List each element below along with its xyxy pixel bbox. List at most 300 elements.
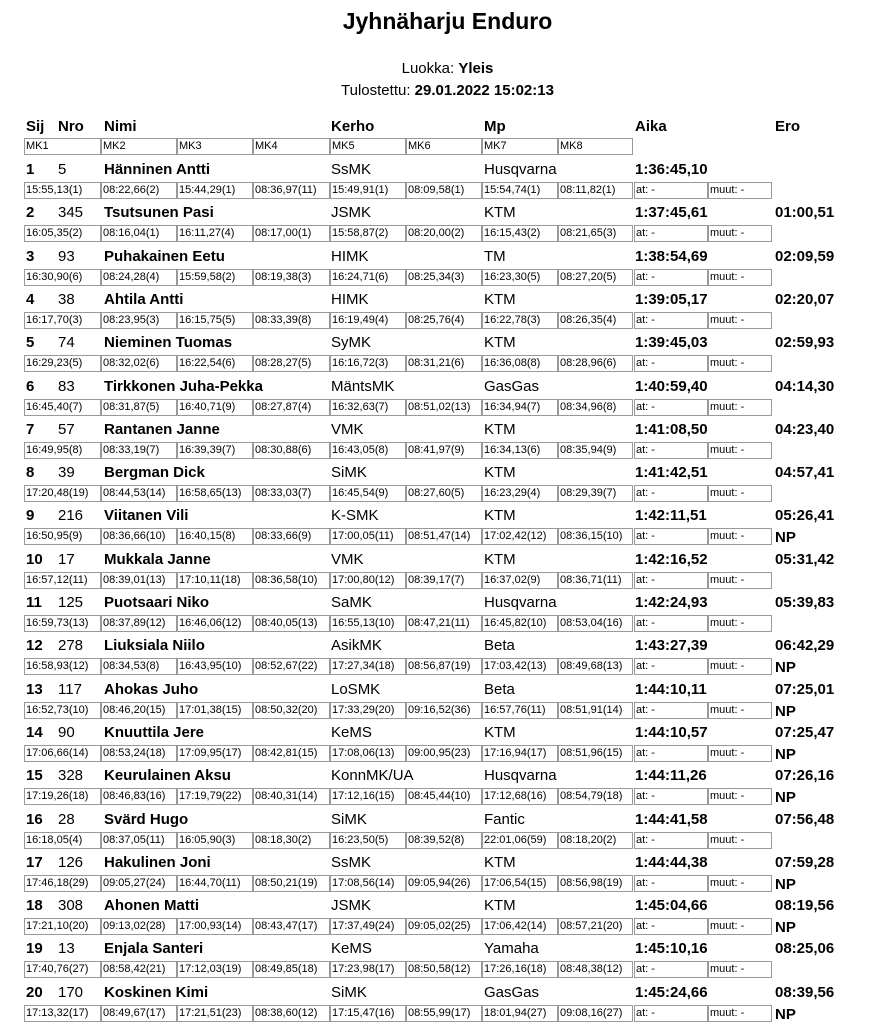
- stage-time-cell: 08:51,91(14): [558, 702, 633, 719]
- club: AsikMK: [331, 637, 382, 655]
- club: SaMK: [331, 594, 372, 611]
- printed-label: Tulostettu:: [341, 82, 411, 99]
- motorcycle: Husqvarna: [484, 767, 557, 785]
- muut-cell: muut: -: [708, 875, 772, 892]
- stage-time-cell: 15:58,87(2): [330, 225, 406, 242]
- stage-time-cell: 17:03,42(13): [482, 658, 558, 675]
- stage-time-cell: 08:45,44(10): [406, 788, 482, 805]
- rider-name: Puotsaari Niko: [104, 594, 210, 611]
- bib-number: 170: [58, 983, 84, 1001]
- time-gap: 08:39,56: [775, 983, 835, 1001]
- position: 4: [26, 290, 35, 308]
- time-gap: 04:23,40: [775, 420, 835, 438]
- bib-number: 216: [58, 507, 84, 525]
- total-time: 1:37:45,61: [635, 204, 708, 222]
- muut-cell: muut: -: [708, 485, 772, 502]
- stage-time-cell: 08:43,47(17): [253, 918, 330, 935]
- position: 16: [26, 810, 43, 828]
- stage-time-cell: 08:51,02(13): [406, 399, 482, 416]
- muut-cell: muut: -: [708, 702, 772, 719]
- stage-time-cell: 09:13,02(28): [101, 918, 177, 935]
- np-flag: NP: [775, 919, 796, 937]
- stage-time-cell: 15:44,29(1): [177, 182, 253, 199]
- muut-cell: muut: -: [708, 615, 772, 632]
- total-time: 1:39:45,03: [635, 334, 708, 352]
- stage-time-cell: 08:49,67(17): [101, 1005, 177, 1022]
- club: KonnMK/UA: [331, 767, 414, 785]
- stage-time-cell: 08:56,87(19): [406, 658, 482, 675]
- stage-time-cell: 08:51,47(14): [406, 528, 482, 545]
- stage-time-cell: 08:39,17(7): [406, 572, 482, 589]
- stage-time-cell: 16:45,82(10): [482, 615, 558, 632]
- rider-name: Nieminen Tuomas: [104, 334, 233, 352]
- rider-name: Knuuttila Jere: [104, 723, 205, 741]
- stage-time-cell: 16:34,13(6): [482, 442, 558, 459]
- stage-time-cell: 16:34,94(7): [482, 399, 558, 416]
- stage-time-cell: 08:35,94(9): [558, 442, 633, 459]
- stage-time-cell: 08:20,00(2): [406, 225, 482, 242]
- muut-cell: muut: -: [708, 745, 772, 762]
- rider-name: Hänninen Antti: [104, 161, 211, 178]
- time-gap: 07:25,01: [775, 680, 835, 698]
- stage-time-cell: 08:36,58(10): [253, 572, 330, 589]
- page-title: Jyhnäharju Enduro: [342, 8, 553, 34]
- position: 20: [26, 983, 43, 1001]
- total-time: 1:44:41,58: [635, 810, 708, 828]
- at-cell: at: -: [634, 355, 708, 372]
- position: 17: [26, 853, 43, 871]
- stage-time-cell: 08:47,21(11): [406, 615, 482, 632]
- position: 18: [26, 897, 43, 915]
- stage-time-cell: 09:16,52(36): [406, 702, 482, 719]
- np-flag: NP: [775, 702, 796, 720]
- time-gap: 02:09,59: [775, 247, 835, 265]
- club: K-SMK: [331, 507, 379, 525]
- bib-number: 117: [58, 680, 82, 698]
- stage-time-cell: 16:43,95(10): [177, 658, 253, 675]
- club: HIMK: [331, 290, 369, 308]
- total-time: 1:45:04,66: [635, 897, 708, 915]
- printed-value: 29.01.2022 15:02:13: [414, 82, 554, 99]
- np-flag: NP: [775, 875, 796, 893]
- class-label: Luokka:: [401, 60, 455, 77]
- stage-time-cell: 08:11,82(1): [558, 182, 633, 199]
- np-flag: NP: [775, 529, 796, 547]
- at-cell: at: -: [634, 528, 708, 545]
- header-mp: Mp: [484, 118, 506, 135]
- total-time: 1:42:24,93: [635, 594, 708, 611]
- header-ero: Ero: [775, 118, 801, 135]
- result-row: [0, 593, 895, 637]
- bib-number: 38: [58, 290, 75, 308]
- motorcycle: TM: [484, 247, 506, 265]
- rider-name: Ahonen Matti: [104, 897, 199, 915]
- stage-time-cell: 17:46,18(29): [24, 875, 101, 892]
- stage-time-cell: 17:40,76(27): [24, 961, 101, 978]
- result-row: [0, 766, 895, 810]
- stage-time-cell: 17:02,42(12): [482, 528, 558, 545]
- stage-time-cell: 17:13,32(17): [24, 1005, 101, 1022]
- result-row: [0, 939, 895, 983]
- stage-time-cell: 08:36,71(11): [558, 572, 633, 589]
- total-time: 1:45:10,16: [635, 940, 708, 958]
- stage-time-cell: 17:12,16(15): [330, 788, 406, 805]
- rider-name: Enjala Santeri: [104, 940, 204, 958]
- stage-time-cell: 08:37,05(11): [101, 832, 177, 849]
- at-cell: at: -: [634, 658, 708, 675]
- muut-cell: muut: -: [708, 1005, 772, 1022]
- stage-time-cell: 17:15,47(16): [330, 1005, 406, 1022]
- stage-time-cell: 17:09,95(17): [177, 745, 253, 762]
- at-cell: at: -: [634, 225, 708, 242]
- stage-time-cell: 08:33,39(8): [253, 312, 330, 329]
- bib-number: 17: [58, 550, 75, 568]
- club: VMK: [331, 550, 364, 568]
- bib-number: 90: [58, 723, 75, 741]
- position: 2: [26, 204, 35, 222]
- stage-header-cell: MK4: [253, 138, 330, 155]
- bib-number: 13: [58, 940, 75, 958]
- total-time: 1:39:05,17: [635, 290, 708, 308]
- stage-time-cell: 09:05,27(24): [101, 875, 177, 892]
- result-row: [0, 247, 895, 291]
- stage-time-cell: 16:05,90(3): [177, 832, 253, 849]
- motorcycle: KTM: [484, 204, 516, 222]
- stage-time-cell: 08:17,00(1): [253, 225, 330, 242]
- stage-time-cell: 16:39,39(7): [177, 442, 253, 459]
- stage-time-cell: 08:27,20(5): [558, 269, 633, 286]
- at-cell: at: -: [634, 182, 708, 199]
- header-aika: Aika: [635, 118, 667, 135]
- bib-number: 278: [58, 637, 84, 655]
- at-cell: at: -: [634, 615, 708, 632]
- stage-time-cell: 16:40,15(8): [177, 528, 253, 545]
- stage-time-cell: 08:23,95(3): [101, 312, 177, 329]
- stage-time-cell: 17:27,34(18): [330, 658, 406, 675]
- position: 8: [26, 464, 35, 482]
- stage-time-cell: 08:49,68(13): [558, 658, 633, 675]
- stage-time-cell: 17:12,03(19): [177, 961, 253, 978]
- motorcycle: KTM: [484, 507, 516, 525]
- motorcycle: KTM: [484, 290, 516, 308]
- bib-number: 345: [58, 204, 84, 222]
- header-kerho: Kerho: [331, 118, 375, 135]
- club: SiMK: [331, 810, 367, 828]
- total-time: 1:41:42,51: [635, 464, 708, 482]
- bib-number: 74: [58, 334, 75, 352]
- stage-time-cell: 08:48,38(12): [558, 961, 633, 978]
- stage-time-cell: 16:50,95(9): [24, 528, 101, 545]
- rider-name: Viitanen Vili: [104, 507, 189, 525]
- stage-time-cell: 15:49,91(1): [330, 182, 406, 199]
- stage-time-cell: 08:42,81(15): [253, 745, 330, 762]
- stage-time-cell: 08:25,34(3): [406, 269, 482, 286]
- stage-time-cell: 08:33,66(9): [253, 528, 330, 545]
- stage-time-cell: 17:19,26(18): [24, 788, 101, 805]
- bib-number: 57: [58, 420, 75, 438]
- stage-time-cell: 08:22,66(2): [101, 182, 177, 199]
- np-flag: NP: [775, 745, 796, 763]
- stage-time-cell: 08:18,20(2): [558, 832, 633, 849]
- total-time: 1:45:24,66: [635, 983, 708, 1001]
- result-row: [0, 550, 895, 594]
- stage-time-cell: 17:08,56(14): [330, 875, 406, 892]
- total-time: 1:38:54,69: [635, 247, 708, 265]
- stage-time-cell: 08:33,03(7): [253, 485, 330, 502]
- stage-time-cell: 09:00,95(23): [406, 745, 482, 762]
- muut-cell: muut: -: [708, 269, 772, 286]
- stage-time-cell: 22:01,06(59): [482, 832, 558, 849]
- total-time: 1:44:11,26: [635, 767, 707, 785]
- muut-cell: muut: -: [708, 788, 772, 805]
- total-time: 1:36:45,10: [635, 161, 708, 178]
- stage-time-cell: 16:37,02(9): [482, 572, 558, 589]
- bib-number: 308: [58, 897, 84, 915]
- stage-time-cell: 17:00,93(14): [177, 918, 253, 935]
- motorcycle: Yamaha: [484, 940, 539, 958]
- time-gap: 05:39,83: [775, 594, 835, 611]
- time-gap: 04:57,41: [775, 464, 835, 482]
- total-time: 1:43:27,39: [635, 637, 708, 655]
- result-row: [0, 203, 895, 247]
- stage-time-cell: 08:26,35(4): [558, 312, 633, 329]
- motorcycle: Husqvarna: [484, 594, 557, 611]
- rider-name: Mukkala Janne: [104, 550, 211, 568]
- muut-cell: muut: -: [708, 442, 772, 459]
- stage-time-cell: 08:27,87(4): [253, 399, 330, 416]
- time-gap: 04:14,30: [775, 377, 835, 395]
- stage-time-cell: 08:28,96(6): [558, 355, 633, 372]
- motorcycle: KTM: [484, 723, 516, 741]
- stage-time-cell: 08:33,19(7): [101, 442, 177, 459]
- stage-time-cell: 16:23,30(5): [482, 269, 558, 286]
- muut-cell: muut: -: [708, 961, 772, 978]
- motorcycle: KTM: [484, 464, 516, 482]
- result-row: [0, 723, 895, 767]
- stage-time-cell: 16:23,50(5): [330, 832, 406, 849]
- stage-header-cell: MK3: [177, 138, 253, 155]
- time-gap: 08:19,56: [775, 897, 835, 915]
- motorcycle: KTM: [484, 853, 516, 871]
- position: 11: [26, 594, 42, 611]
- stage-time-cell: 08:09,58(1): [406, 182, 482, 199]
- stage-time-cell: 08:25,76(4): [406, 312, 482, 329]
- stage-time-cell: 16:32,63(7): [330, 399, 406, 416]
- motorcycle: Beta: [484, 680, 515, 698]
- bib-number: 126: [58, 853, 84, 871]
- total-time: 1:41:08,50: [635, 420, 708, 438]
- total-time: 1:42:11,51: [635, 507, 707, 525]
- stage-time-cell: 08:21,65(3): [558, 225, 633, 242]
- at-cell: at: -: [634, 572, 708, 589]
- total-time: 1:44:10,57: [635, 723, 708, 741]
- stage-time-cell: 16:36,08(8): [482, 355, 558, 372]
- motorcycle: Fantic: [484, 810, 525, 828]
- muut-cell: muut: -: [708, 312, 772, 329]
- total-time: 1:42:16,52: [635, 550, 708, 568]
- stage-time-cell: 17:00,80(12): [330, 572, 406, 589]
- stage-time-cell: 17:26,16(18): [482, 961, 558, 978]
- result-row: [0, 983, 895, 1027]
- stage-time-cell: 08:56,98(19): [558, 875, 633, 892]
- bib-number: 93: [58, 247, 75, 265]
- stage-time-cell: 08:39,01(13): [101, 572, 177, 589]
- stage-time-cell: 08:44,53(14): [101, 485, 177, 502]
- at-cell: at: -: [634, 442, 708, 459]
- stage-time-cell: 08:41,97(9): [406, 442, 482, 459]
- result-row: [0, 463, 895, 507]
- stage-time-cell: 16:43,05(8): [330, 442, 406, 459]
- time-gap: 07:25,47: [775, 723, 835, 741]
- stage-time-cell: 08:36,15(10): [558, 528, 633, 545]
- stage-time-cell: 08:34,53(8): [101, 658, 177, 675]
- bib-number: 83: [58, 377, 75, 395]
- stage-time-cell: 16:57,12(11): [24, 572, 101, 589]
- muut-cell: muut: -: [708, 918, 772, 935]
- club: SsMK: [331, 161, 372, 178]
- result-row: [0, 290, 895, 334]
- position: 14: [26, 723, 43, 741]
- result-row: [0, 160, 895, 204]
- stage-time-cell: 16:55,13(10): [330, 615, 406, 632]
- rider-name: Rantanen Janne: [104, 420, 220, 438]
- stage-time-cell: 09:05,02(25): [406, 918, 482, 935]
- result-row: [0, 420, 895, 464]
- stage-time-cell: 08:50,21(19): [253, 875, 330, 892]
- stage-time-cell: 08:30,88(6): [253, 442, 330, 459]
- class-line: [0, 60, 895, 77]
- motorcycle: GasGas: [484, 983, 540, 1001]
- stage-time-cell: 08:50,32(20): [253, 702, 330, 719]
- stage-time-cell: 16:11,27(4): [177, 225, 253, 242]
- stage-time-cell: 17:23,98(17): [330, 961, 406, 978]
- stage-time-cell: 08:40,31(14): [253, 788, 330, 805]
- bib-number: 39: [58, 464, 75, 482]
- bib-number: 328: [58, 767, 84, 785]
- total-time: 1:40:59,40: [635, 377, 708, 395]
- result-row: [0, 377, 895, 421]
- stage-time-cell: 17:19,79(22): [177, 788, 253, 805]
- position: 12: [26, 637, 43, 655]
- rider-name: Liuksiala Niilo: [104, 637, 205, 655]
- muut-cell: muut: -: [708, 399, 772, 416]
- at-cell: at: -: [634, 875, 708, 892]
- at-cell: at: -: [634, 745, 708, 762]
- time-gap: 05:31,42: [775, 550, 835, 568]
- position: 10: [26, 550, 43, 568]
- at-cell: at: -: [634, 961, 708, 978]
- total-time: 1:44:10,11: [635, 680, 707, 698]
- stage-time-cell: 16:29,23(5): [24, 355, 101, 372]
- result-row: [0, 506, 895, 550]
- at-cell: at: -: [634, 312, 708, 329]
- stage-time-cell: 08:46,20(15): [101, 702, 177, 719]
- stage-time-cell: 08:36,66(10): [101, 528, 177, 545]
- muut-cell: muut: -: [708, 528, 772, 545]
- result-row: [0, 810, 895, 854]
- stage-time-cell: 17:08,06(13): [330, 745, 406, 762]
- stage-time-cell: 17:20,48(19): [24, 485, 101, 502]
- club: SiMK: [331, 983, 367, 1001]
- stage-time-cell: 16:45,40(7): [24, 399, 101, 416]
- result-row: [0, 896, 895, 940]
- rider-name: Tirkkonen Juha-Pekka: [104, 377, 263, 395]
- muut-cell: muut: -: [708, 182, 772, 199]
- bib-number: 125: [58, 594, 84, 611]
- at-cell: at: -: [634, 399, 708, 416]
- rider-name: Ahokas Juho: [104, 680, 199, 698]
- muut-cell: muut: -: [708, 658, 772, 675]
- stage-time-cell: 08:37,89(12): [101, 615, 177, 632]
- club: SsMK: [331, 853, 372, 871]
- stage-time-cell: 08:55,99(17): [406, 1005, 482, 1022]
- stage-time-cell: 08:46,83(16): [101, 788, 177, 805]
- stage-time-cell: 16:58,93(12): [24, 658, 101, 675]
- position: 9: [26, 507, 35, 525]
- stage-header-cell: MK7: [482, 138, 558, 155]
- printed-line: [0, 82, 895, 99]
- stage-time-cell: 16:49,95(8): [24, 442, 101, 459]
- motorcycle: KTM: [484, 334, 516, 352]
- stage-time-cell: 08:58,42(21): [101, 961, 177, 978]
- header-sij: Sij: [26, 118, 45, 135]
- rider-name: Puhakainen Eetu: [104, 247, 225, 265]
- club: LoSMK: [331, 680, 381, 698]
- motorcycle: Husqvarna: [484, 161, 557, 178]
- stage-time-cell: 08:32,02(6): [101, 355, 177, 372]
- stage-header-cell: MK1: [24, 138, 101, 155]
- stage-time-cell: 17:06,42(14): [482, 918, 558, 935]
- motorcycle: KTM: [484, 550, 516, 568]
- time-gap: 07:56,48: [775, 810, 835, 828]
- stage-time-cell: 16:44,70(11): [177, 875, 253, 892]
- time-gap: 06:42,29: [775, 637, 835, 655]
- club: KeMS: [331, 723, 372, 741]
- stage-time-cell: 16:17,70(3): [24, 312, 101, 329]
- club: JSMK: [331, 204, 372, 222]
- header-nimi: Nimi: [104, 118, 137, 135]
- stage-header-cell: MK2: [101, 138, 177, 155]
- bib-number: 28: [58, 810, 75, 828]
- stage-time-cell: 08:16,04(1): [101, 225, 177, 242]
- stage-time-cell: 16:18,05(4): [24, 832, 101, 849]
- stage-time-cell: 08:53,04(16): [558, 615, 633, 632]
- club: MäntsMK: [331, 377, 395, 395]
- stage-time-cell: 08:54,79(18): [558, 788, 633, 805]
- stage-time-cell: 16:58,65(13): [177, 485, 253, 502]
- at-cell: at: -: [634, 269, 708, 286]
- club: SiMK: [331, 464, 367, 482]
- stage-time-cell: 08:38,60(12): [253, 1005, 330, 1022]
- stage-header-cell: MK6: [406, 138, 482, 155]
- stage-time-cell: 08:36,97(11): [253, 182, 330, 199]
- position: 7: [26, 420, 35, 438]
- stage-time-cell: 17:06,66(14): [24, 745, 101, 762]
- stage-time-cell: 15:55,13(1): [24, 182, 101, 199]
- stage-time-cell: 08:40,05(13): [253, 615, 330, 632]
- stage-time-cell: 16:15,75(5): [177, 312, 253, 329]
- stage-time-cell: 08:53,24(18): [101, 745, 177, 762]
- stage-time-cell: 17:21,10(20): [24, 918, 101, 935]
- stage-time-cell: 15:54,74(1): [482, 182, 558, 199]
- position: 5: [26, 334, 35, 352]
- header-nro: Nro: [58, 118, 84, 135]
- stage-time-cell: 17:06,54(15): [482, 875, 558, 892]
- rider-name: Tsutsunen Pasi: [104, 204, 214, 222]
- rider-name: Svärd Hugo: [104, 810, 189, 828]
- np-flag: NP: [775, 1005, 796, 1023]
- stage-time-cell: 08:29,39(7): [558, 485, 633, 502]
